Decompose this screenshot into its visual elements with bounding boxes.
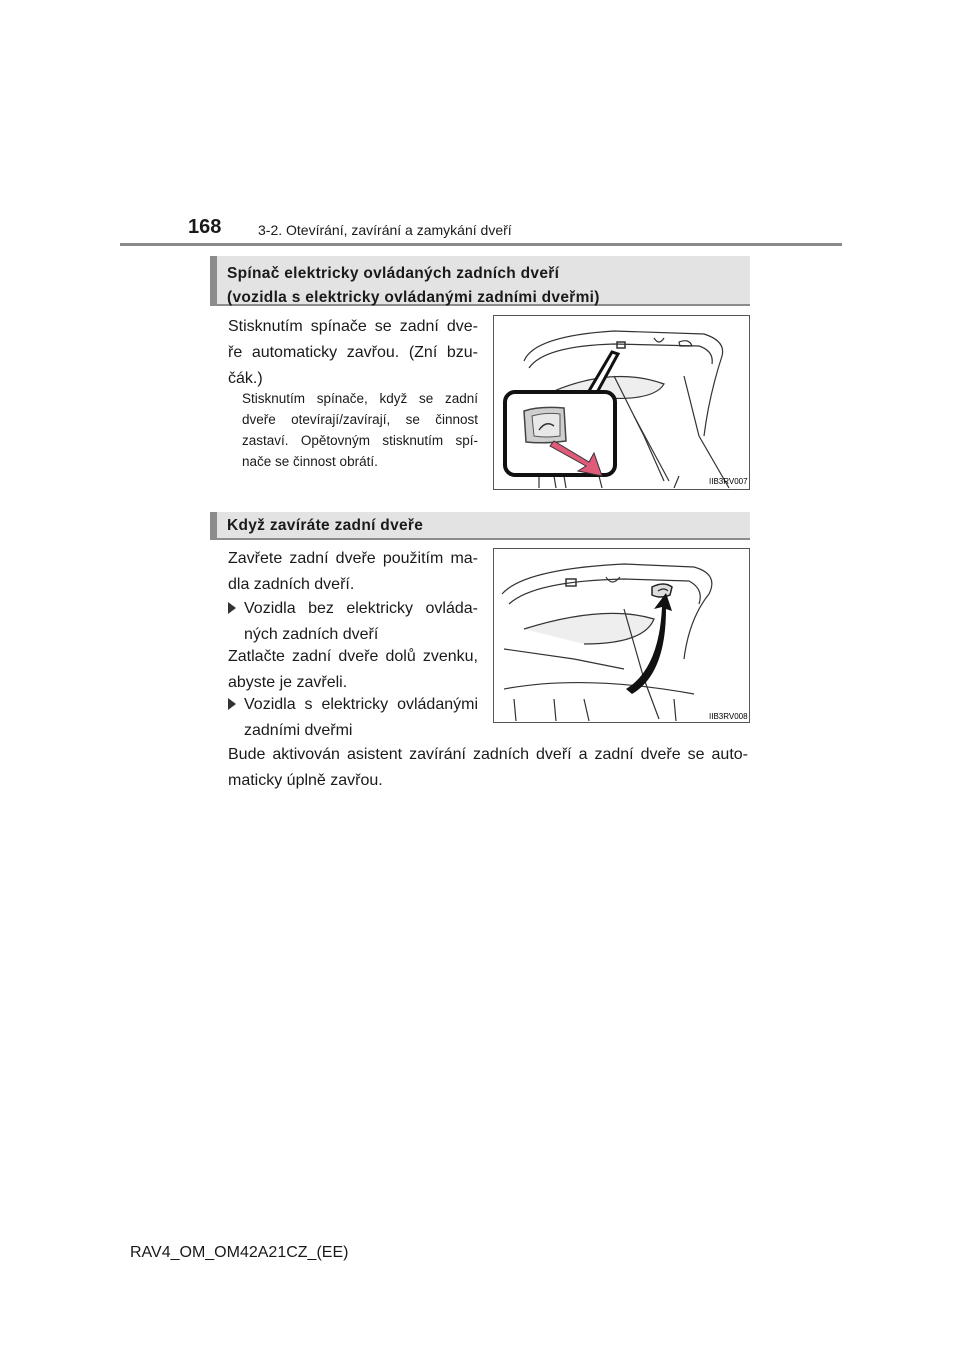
- text-line: Bude aktivován asistent zavírání zadních dveří a zadní dveře se auto-: [228, 746, 748, 763]
- figure-closing-handle: [493, 548, 750, 723]
- triangle-bullet-icon: [228, 698, 236, 710]
- figure-code: IIB3RV008: [709, 712, 748, 721]
- note-line: zastaví. Opětovným stisknutím spí-: [242, 433, 478, 448]
- text-line: Stisknutím spínače se zadní dve-: [228, 318, 478, 335]
- figure-code: IIB3RV007: [709, 477, 748, 486]
- text-line: čák.): [228, 370, 263, 387]
- bullet-line: [228, 596, 478, 622]
- figure-power-door-switch: [493, 315, 750, 490]
- text-line: abyste je zavřeli.: [228, 674, 348, 691]
- section-heading-closing-back-door: [210, 512, 750, 540]
- bullet-text: Vozidla bez elektricky ovláda-: [244, 600, 478, 617]
- bullet-without-power-door: [228, 596, 478, 648]
- document-code: RAV4_OM_OM42A21CZ_(EE): [130, 1244, 349, 1261]
- text-line: maticky úplně zavřou.: [228, 772, 383, 789]
- text-line: Zavřete zadní dveře použitím ma-: [228, 550, 478, 567]
- text-line: ře automaticky zavřou. (Zní bzu-: [228, 344, 478, 361]
- tailgate-handle-illustration: [494, 549, 749, 722]
- tailgate-switch-illustration: [494, 316, 749, 489]
- switch-instructions: [228, 314, 478, 392]
- bullet-line: ných zadních dveří: [244, 626, 379, 643]
- push-down-instructions: [228, 644, 478, 696]
- bullet-with-power-door: [228, 692, 478, 744]
- heading-line-2: (vozidla s elektricky ovládanými zadními dveřmi): [227, 289, 600, 306]
- note-line: Stisknutím spínače, když se zadní: [242, 391, 478, 406]
- closing-assist-info: [228, 742, 748, 794]
- bullet-text: Vozidla s elektricky ovládanými: [244, 696, 478, 713]
- heading-line-1: Spínač elektricky ovládaných zadních dveří: [227, 265, 560, 282]
- bullet-line: [228, 692, 478, 718]
- text-line: dla zadních dveří.: [228, 576, 355, 593]
- note-line: dveře otevírají/zavírají, se činnost: [242, 412, 478, 427]
- header-rule: [120, 243, 842, 246]
- switch-note: [242, 388, 478, 472]
- bullet-line: zadními dveřmi: [244, 722, 353, 739]
- section-title: 3-2. Otevírání, zavírání a zamykání dveří: [258, 222, 512, 238]
- heading-text: Když zavíráte zadní dveře: [227, 517, 424, 534]
- section-heading-power-door-switch: [210, 256, 750, 306]
- text-line: Zatlačte zadní dveře dolů zvenku,: [228, 648, 478, 665]
- page-number: 168: [188, 216, 222, 238]
- triangle-bullet-icon: [228, 602, 236, 614]
- closing-instructions: [228, 546, 478, 598]
- note-line: nače se činnost obrátí.: [242, 454, 378, 469]
